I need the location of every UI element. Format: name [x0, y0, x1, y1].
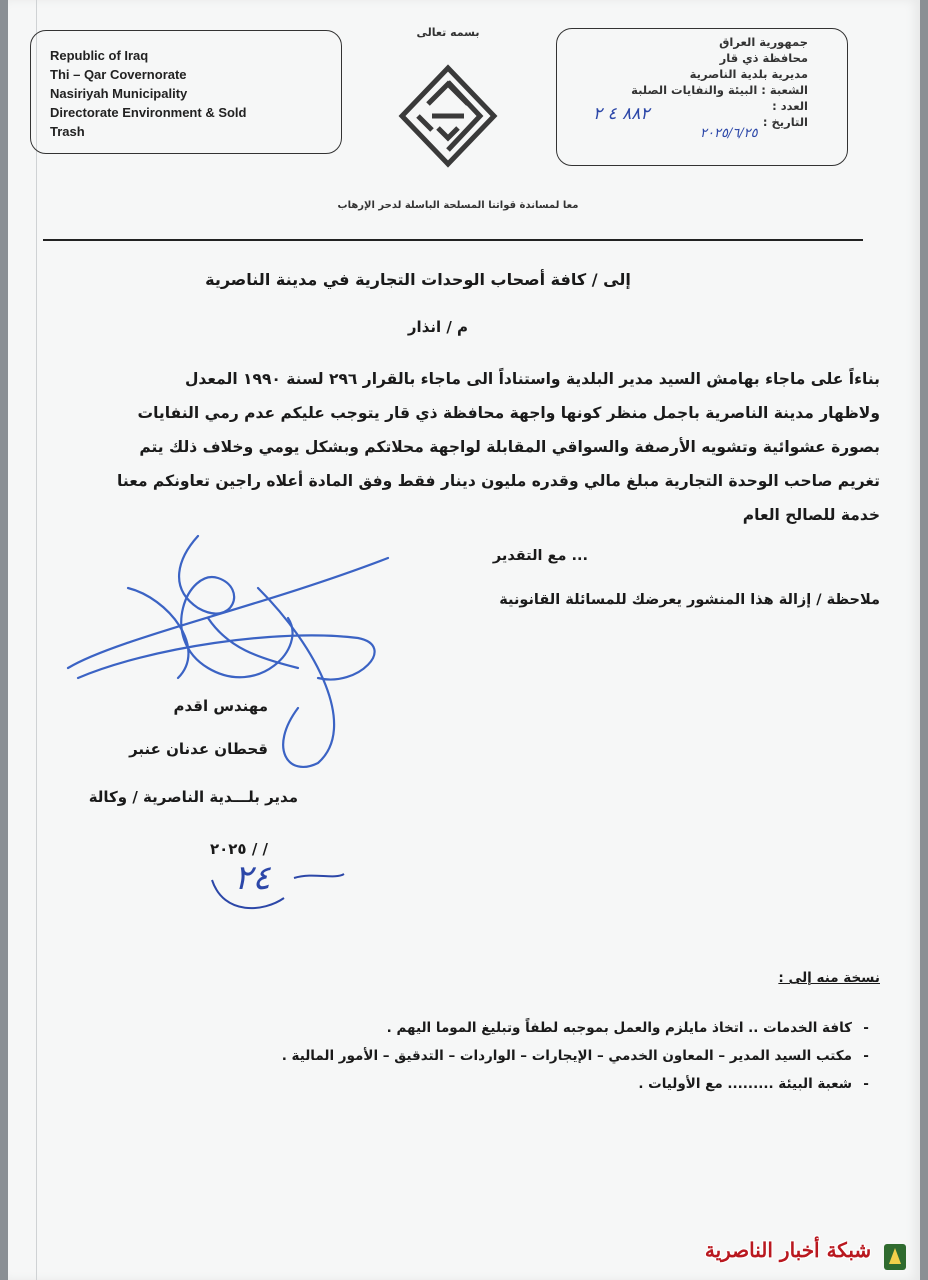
addressee: إلى / كافة أصحاب الوحدات التجارية في مدينة الناصرية	[205, 270, 631, 289]
body-line: تغريم صاحب الوحدة التجارية مبلغ مالي وقدره مليون دينار فقط وفق المادة أعلاه راجين تعاونكم معنا	[117, 472, 880, 490]
header-ar-line: التاريخ :	[762, 115, 808, 129]
motto: معا لمساندة قواتنا المسلحة الباسلة لدحر الإرهاب	[337, 200, 579, 211]
handwritten-date: ٢٠٢٥/٦/٢٥	[700, 126, 758, 141]
header-ar-line: مديرية بلدية الناصرية	[689, 67, 808, 81]
letter-body	[48, 362, 880, 532]
signature-date: / / ٢٠٢٥	[209, 840, 268, 858]
municipality-emblem-icon	[398, 64, 498, 168]
signatory-rank: مهندس اقدم	[173, 697, 268, 715]
copies-list	[168, 1014, 880, 1098]
header-ar-line: جمهورية العراق	[719, 35, 808, 49]
header-en-line: Nasiriyah Municipality	[50, 86, 188, 101]
header-ar-line: محافظة ذي قار	[719, 51, 808, 65]
closing-regards: ... مع التقدير	[492, 548, 588, 564]
body-line: خدمة للصالح العام	[742, 506, 880, 524]
header-en-line: Republic of Iraq	[50, 48, 149, 63]
handwritten-day: ٢٤	[234, 858, 271, 898]
watermark-logo-icon	[880, 1240, 910, 1274]
header-ar-line: العدد :	[772, 99, 808, 113]
header-en-line: Thi – Qar Covernorate	[50, 67, 187, 82]
header-ar-line: الشعبة : البيئة والنفايات الصلبة	[631, 83, 808, 97]
page-margin-line	[36, 0, 37, 1280]
copy-recipient: - كافة الخدمات .. اتخاذ مايلزم والعمل بموجبه لطفاً وتبليغ الموما اليهم .	[168, 1014, 880, 1042]
body-line: بناءاً على ماجاء بهامش السيد مدير البلدية واستناداً الى ماجاء بالقرار ٢٩٦ لسنة ١٩٩٠ المعدل	[184, 370, 880, 388]
copy-recipient: - مكتب السيد المدير – المعاون الخدمي – الإيجارات – الواردات – التدقيق – الأمور المالية .	[168, 1042, 880, 1070]
handwritten-date-scribble-icon	[204, 868, 354, 918]
document-page	[8, 0, 920, 1280]
watermark: شبكة أخبار الناصرية	[704, 1238, 872, 1262]
header-en-line: Directorate Environment & Sold	[50, 105, 247, 120]
signatory-name: قحطان عدنان عنبر	[129, 740, 268, 758]
body-line: بصورة عشوائية وتشويه الأرصفة والسواقي المقابلة لواجهة محلاتكم وبشكل يومي وخلاف ذلك يتم	[139, 438, 880, 456]
copy-recipient: - شعبة البيئة ......... مع الأوليات .	[168, 1070, 880, 1098]
signatory-title: مدير بلـــدية الناصرية / وكالة	[88, 788, 298, 806]
body-line: ولاظهار مدينة الناصرية باجمل منظر كونها واجهة محافظة ذي قار يتوجب عليكم عدم رمي النفايات	[137, 404, 880, 422]
copies-heading: نسخة منه إلى :	[778, 970, 880, 986]
handwritten-number: ٨٨٢ ٤ ٢	[593, 104, 650, 124]
basmala: بسمه تعالى	[416, 26, 480, 39]
header-divider	[43, 239, 863, 241]
header-en-line: Trash	[50, 124, 85, 139]
subject: م / انذار	[407, 318, 469, 336]
english-header-text	[50, 46, 330, 141]
legal-note: ملاحظة / إزالة هذا المنشور يعرضك للمسائلة القانونية	[499, 592, 880, 608]
